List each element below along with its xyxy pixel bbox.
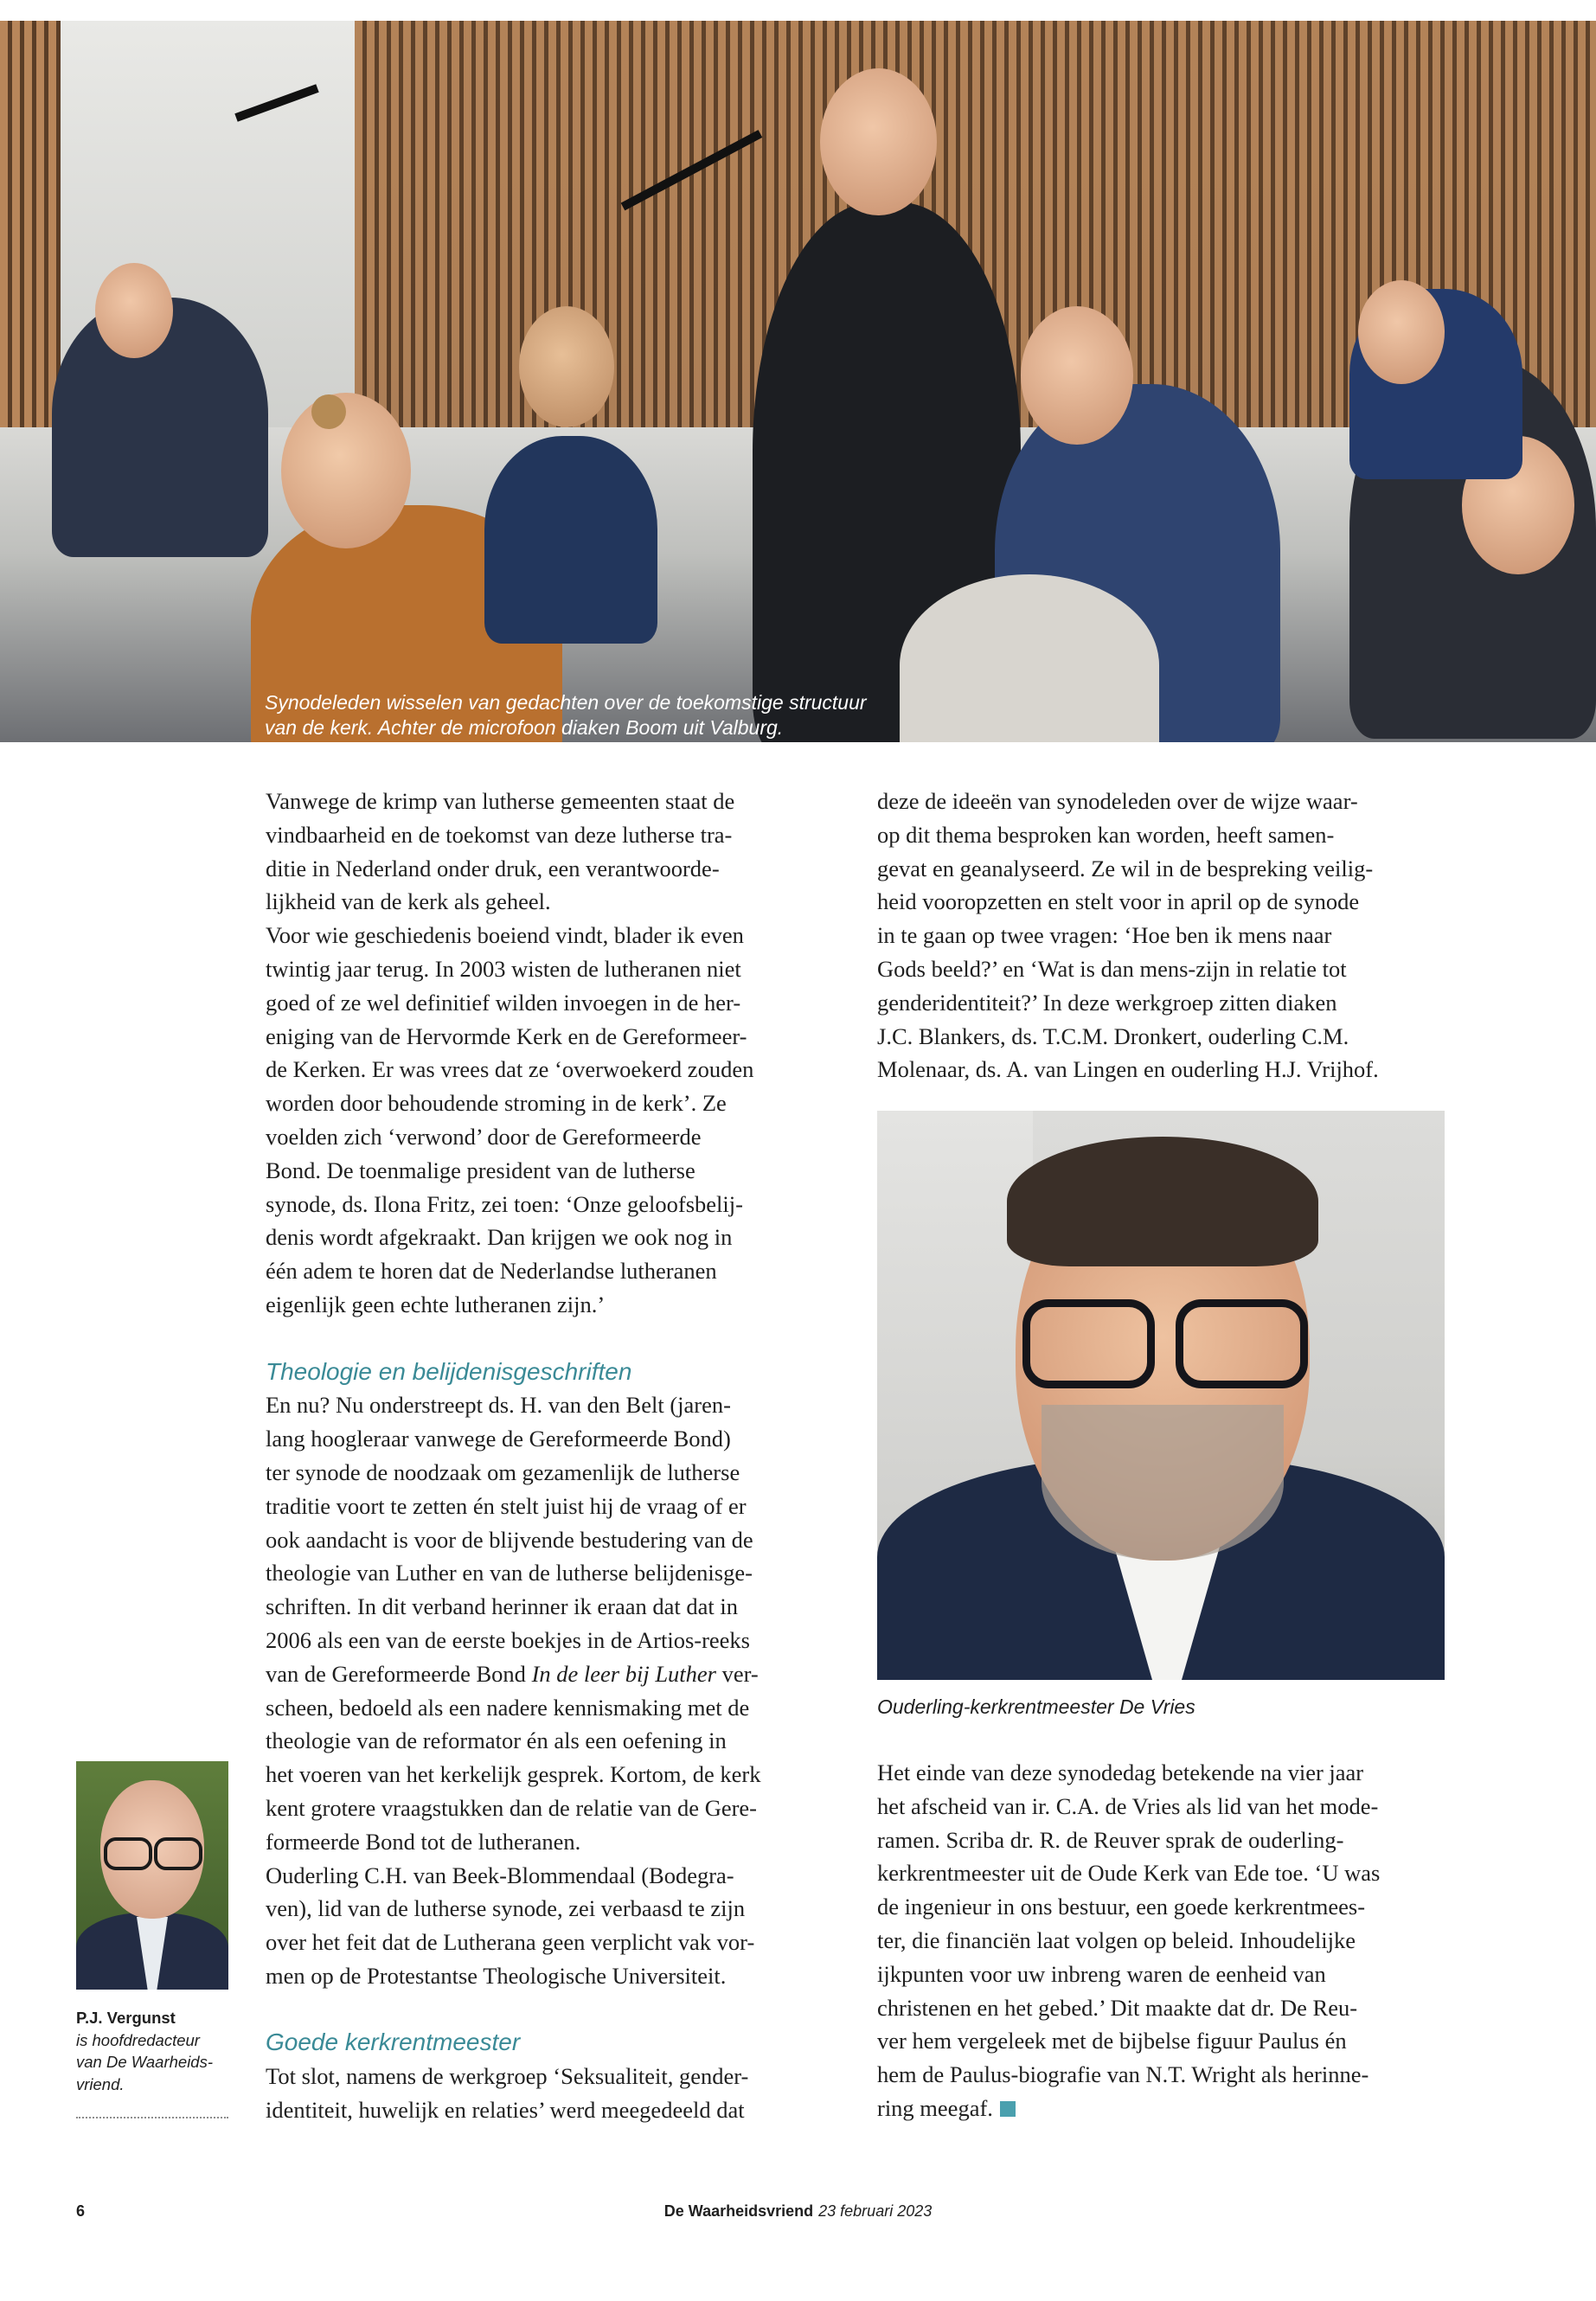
text-line: Bond. De toenmalige president van de lutherse	[266, 1157, 695, 1183]
text-line: Gods beeld?’ en ‘Wat is dan mens-zijn in relatie tot	[877, 955, 1347, 982]
author-role-line: van De Waarheids-	[76, 2053, 214, 2071]
text-line: scheen, bedoeld als een nadere kennismaking met de	[266, 1694, 750, 1721]
text-line	[877, 2092, 1448, 2125]
text-line: Het einde van deze synodedag betekende na vier jaar	[877, 1759, 1364, 1785]
author-role-line: vriend.	[76, 2074, 125, 2093]
caption-line: van de kerk. Achter de microfoon diaken Boom uit Valburg.	[265, 716, 784, 739]
text-line: op dit thema besproken kan worden, heeft samen-	[877, 821, 1335, 848]
spacer	[266, 1993, 836, 2027]
text-line: kerkrentmeester uit de Oude Kerk van Ede toe. ‘U was	[877, 1860, 1381, 1887]
text-line: over het feit dat de Lutherana geen verplicht vak vor-	[266, 1929, 755, 1956]
text-line: voelden zich ‘verwond’ door de Gereformeerde	[266, 1123, 702, 1150]
text-line: ter, die financiën laat volgen op beleid. Inhoudelijke	[877, 1926, 1356, 1953]
text-line: Vanwege de krimp van lutherse gemeenten staat de	[266, 788, 735, 814]
text-line: het voeren van het kerkelijk gesprek. Kortom, de kerk	[266, 1761, 761, 1788]
paragraph	[266, 2060, 836, 2127]
text-line: lijkheid van de kerk als geheel.	[266, 888, 551, 915]
text-line: lang hoogleraar vanwege de Gereformeerde Bond)	[266, 1426, 731, 1452]
text-line: christenen en het gebed.’ Dit maakte dat dr. De Reu-	[877, 1994, 1358, 2021]
author-divider	[76, 2117, 228, 2118]
text-line: Voor wie geschiedenis boeiend vindt, blader ik even	[266, 922, 744, 949]
subheading-kerkrentmeester: Goede kerkrentmeester	[266, 2029, 521, 2056]
author-role-line: is hoofdredacteur	[76, 2030, 200, 2049]
glasses-left	[1022, 1299, 1155, 1388]
text-line: heid vooropzetten en stelt voor in april op de synode	[877, 888, 1360, 915]
text-line: Tot slot, namens de werkgroep ‘Seksualiteit, gender-	[266, 2063, 749, 2090]
text-line: theologie van de reformator én als een oefening in	[266, 1727, 727, 1754]
attendee-head	[1358, 280, 1445, 384]
text-line: twintig jaar terug. In 2003 wisten de lutheranen niet	[266, 955, 741, 982]
text-line: ramen. Scriba dr. R. de Reuver sprak de ouderling-	[877, 1826, 1344, 1853]
text-line	[266, 1657, 836, 1691]
text-line: identiteit, huwelijk en relaties’ werd meegedeeld dat	[266, 2097, 745, 2124]
text-line: één adem te horen dat de Nederlandse lutheranen	[266, 1258, 717, 1285]
beard	[1042, 1405, 1284, 1561]
attendee-head	[519, 306, 614, 427]
speaker-head	[820, 68, 937, 215]
text-line: J.C. Blankers, ds. T.C.M. Dronkert, ouderling C.M.	[877, 1022, 1349, 1049]
photo-caption	[265, 690, 922, 740]
text-line: worden door behoudende stroming in de kerk’. Ze	[266, 1090, 727, 1117]
hair	[311, 394, 346, 429]
article-column-right-bottom	[877, 1756, 1448, 2125]
attendee-head	[1021, 306, 1133, 445]
attendee-figure	[484, 436, 657, 644]
synod-meeting-photo	[0, 21, 1596, 742]
text-line: ter synode de noodzaak om gezamenlijk de lutherse	[266, 1458, 740, 1485]
text-line: Molenaar, ds. A. van Lingen en ouderling H.J. Vrijhof.	[877, 1056, 1379, 1083]
text-line: ijkpunten voor uw inbreng waren de eenheid van	[877, 1960, 1326, 1987]
attendee-head	[95, 263, 173, 358]
text-line: vindbaarheid en de toekomst van deze lutherse tra-	[266, 821, 733, 848]
magazine-name: De Waarheidsvriend	[663, 2202, 814, 2220]
page-number: 6	[76, 2202, 86, 2220]
text-line: schriften. In dit verband herinner ik eraan dat dat in	[266, 1593, 738, 1620]
text-line: 2006 als een van de eerste boekjes in de Artios-reeks	[266, 1626, 750, 1653]
text-fragment: ver-	[716, 1660, 759, 1687]
text-line: Ouderling C.H. van Beek-Blommendaal (Bodegra-	[266, 1862, 734, 1888]
text-line: ver hem vergeleek met de bijbelse figuur Paulus én	[877, 2028, 1347, 2054]
paragraph	[877, 1756, 1448, 2125]
text-line: synode, ds. Ilona Fritz, zei toen: ‘Onze geloofsbelij-	[266, 1190, 743, 1217]
text-fragment: van de Gereformeerde Bond	[266, 1660, 532, 1687]
paragraph	[266, 1388, 836, 1858]
text-line: ven), lid van de lutherse synode, zei verbaasd te zijn	[266, 1895, 746, 1922]
portrait-caption: Ouderling-kerkrentmeester De Vries	[877, 1695, 1195, 1718]
spacer	[266, 1322, 836, 1356]
paragraph	[266, 785, 836, 919]
subheading-theology: Theologie en belijdenisgeschriften	[266, 1357, 632, 1385]
text-line: eigenlijk geen echte lutheranen zijn.’	[266, 1291, 606, 1317]
attendee-grey-hair	[900, 574, 1159, 742]
text-line: denis wordt afgekraakt. Dan krijgen we ook nog in	[266, 1224, 733, 1251]
text-line: ook aandacht is voor de blijvende bestudering van de	[266, 1526, 753, 1553]
text-line: deze de ideeën van synodeleden over de wijze waar-	[877, 788, 1358, 814]
text-line: traditie voort te zetten én stelt juist hij de vraag of er	[266, 1492, 747, 1519]
article-column-right-top	[877, 785, 1448, 1086]
author-bio	[76, 2007, 228, 2095]
wood-panel-wall-left	[0, 21, 61, 436]
text-line: gevat en geanalyseerd. Ze wil in de bespreking veilig-	[877, 855, 1374, 881]
text-fragment: ring meegaf.	[877, 2094, 993, 2121]
text-line: goed of ze wel definitief wilden invoegen in de her-	[266, 989, 741, 1016]
author-name: P.J. Vergunst	[76, 2009, 176, 2027]
text-line: kent grotere vraagstukken dan de relatie van de Gere-	[266, 1794, 758, 1821]
text-line: de ingenieur in ons bestuur, een goede kerkrentmees-	[877, 1894, 1366, 1920]
text-line: genderidentiteit?’ In deze werkgroep zitten diaken	[877, 989, 1337, 1016]
paragraph	[877, 785, 1448, 1086]
end-of-article-square-icon	[1000, 2101, 1016, 2117]
author-glasses-right	[154, 1837, 202, 1870]
caption-line: Synodeleden wisselen van gedachten over de toekomstige structuur	[265, 691, 867, 714]
text-line: in te gaan op twee vragen: ‘Hoe ben ik mens naar	[877, 922, 1332, 949]
glasses-right	[1176, 1299, 1308, 1388]
author-glasses-left	[104, 1837, 152, 1870]
issue-date: 23 februari 2023	[818, 2202, 933, 2220]
text-line: formeerde Bond tot de lutheranen.	[266, 1828, 581, 1855]
text-line: de Kerken. Er was vrees dat ze ‘overwoekerd zouden	[266, 1056, 754, 1083]
article-column-left	[266, 785, 836, 2127]
author-photo	[76, 1761, 228, 1990]
paragraph	[266, 919, 836, 1322]
text-line: het afscheid van ir. C.A. de Vries als lid van het mode-	[877, 1792, 1379, 1819]
text-line: men op de Protestantse Theologische Universiteit.	[266, 1962, 727, 1989]
paragraph	[266, 1859, 836, 1993]
attendee-head	[281, 393, 411, 548]
text-line: ditie in Nederland onder druk, een verantwoorde-	[266, 855, 720, 881]
text-line: En nu? Nu onderstreept ds. H. van den Belt (jaren-	[266, 1392, 731, 1419]
portrait-de-vries	[877, 1111, 1445, 1680]
book-title: In de leer bij Luther	[531, 1660, 716, 1687]
page-footer	[0, 2202, 1596, 2221]
text-line: theologie van Luther en van de lutherse belijdenisge-	[266, 1560, 753, 1586]
text-line: eniging van de Hervormde Kerk en de Gereformeer-	[266, 1022, 747, 1049]
text-line: hem de Paulus-biografie van N.T. Wright als herinne-	[877, 2061, 1369, 2088]
hair	[1007, 1137, 1318, 1266]
